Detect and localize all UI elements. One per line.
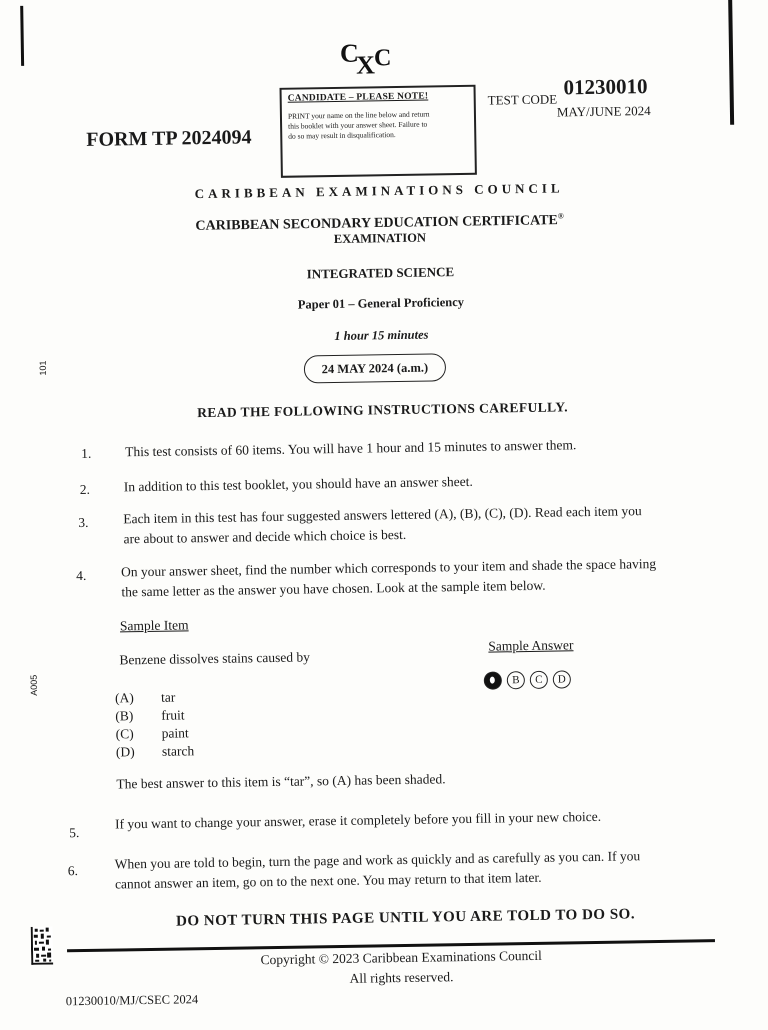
instruction-item [124,472,473,497]
test-code-label: TEST CODE [487,91,558,108]
instruction-number: 5. [69,825,80,841]
sample-item-label: Sample Item [119,617,189,634]
paper-title: Paper 01 – General Proficiency [297,294,465,312]
instruction-line: the same letter as the answer you have chosen. Look at the sample item below. [121,577,546,600]
option-letter: (A) [114,690,134,706]
instruction-item [115,846,641,894]
answer-bubble-a-shaded [484,671,502,689]
exam-session: MAY/JUNE 2024 [556,103,651,120]
form-tp-number: FORM TP 2024094 [86,126,252,151]
instruction-item [125,435,576,462]
instruction-item [123,501,642,549]
candidate-note-line: PRINT your name on the line below and return [287,109,430,121]
instruction-item [115,807,601,835]
instruction-item [121,554,657,602]
instruction-number: 3. [78,514,89,531]
sample-options [115,689,194,762]
candidate-note-line: do so may result in disqualification. [288,130,396,141]
svg-text:C: C [339,38,359,68]
option-letter: (D) [115,744,135,760]
instruction-number: 1. [81,445,92,462]
option-text: paint [161,725,189,741]
instruction-line: In addition to this test booklet, you should have an answer sheet. [123,473,473,495]
cxc-logo [338,35,403,80]
sample-option [115,689,194,708]
instruction-number: 4. [76,567,87,584]
candidate-note-title: CANDIDATE – PLEASE NOTE! [287,91,429,104]
instruction-line: This test consists of 60 items. You will have 1 hour and 15 minutes to answer them. [125,437,577,460]
instruction-line: On your answer sheet, find the number which corresponds to your item and shade the space having [120,555,657,580]
test-code: 01230010 [563,74,648,100]
page-edge-left [20,6,24,66]
rights-line: All rights reserved. [349,969,454,986]
subject-title: INTEGRATED SCIENCE [306,264,455,282]
instruction-line: cannot answer an item, go on to the next one. You may return to that item later. [114,869,542,892]
sample-answer-bubbles [484,670,571,689]
instruction-number: 2. [79,481,91,498]
answer-bubble: C [530,671,548,689]
sample-option [116,743,195,762]
sample-explanation: The best answer to this item is “tar”, so (A) has been shaded. [116,771,446,792]
certificate-text: CARIBBEAN SECONDARY EDUCATION CERTIFICATE [195,213,558,234]
exam-duration: 1 hour 15 minutes [334,327,429,344]
instructions-heading: READ THE FOLLOWING INSTRUCTIONS CAREFULLY. [197,399,569,421]
svg-text:C: C [373,45,392,72]
exam-date: 24 MAY 2024 (a.m.) [304,353,446,383]
option-text: fruit [161,707,185,723]
registered-mark: ® [557,211,564,221]
do-not-turn-warning: DO NOT TURN THIS PAGE UNTIL YOU ARE TOLD TO DO SO. [175,906,636,930]
candidate-note-body [288,109,468,142]
sample-question: Benzene dissolves stains caused by [119,649,311,668]
option-letter: (B) [115,708,134,724]
side-label-top: 101 [37,360,49,376]
sample-option [116,725,195,744]
candidate-note-line: this booklet with your answer sheet. Failure to [288,119,428,131]
examination-label: EXAMINATION [333,230,427,247]
copyright-line: Copyright © 2023 Caribbean Examinations Council [260,947,542,968]
svg-text:X: X [355,50,376,80]
candidate-note-box [280,85,477,178]
option-text: starch [161,743,195,759]
sample-answer-label: Sample Answer [488,637,574,654]
footer-test-code: 01230010/MJ/CSEC 2024 [65,992,199,1009]
answer-bubble: D [553,670,571,688]
option-text: tar [160,689,176,705]
side-label-bottom: A005 [28,674,40,696]
instruction-line: When you are told to begin, turn the page and work as quickly and as carefully as you can. If you [114,848,641,872]
sample-option [115,707,194,726]
answer-bubble: B [507,671,525,689]
instruction-line: Each item in this test has four suggested answers lettered (A), (B), (C), (D). Read each item you [123,503,642,527]
instruction-line: are about to answer and decide which choice is best. [123,526,407,547]
council-name: CARIBBEAN EXAMINATIONS COUNCIL [194,180,564,202]
page-edge-right [728,0,734,125]
instruction-number: 6. [67,863,79,879]
option-letter: (C) [115,726,134,742]
instruction-line: If you want to change your answer, erase it completely before you fill in your new choice. [114,808,602,832]
